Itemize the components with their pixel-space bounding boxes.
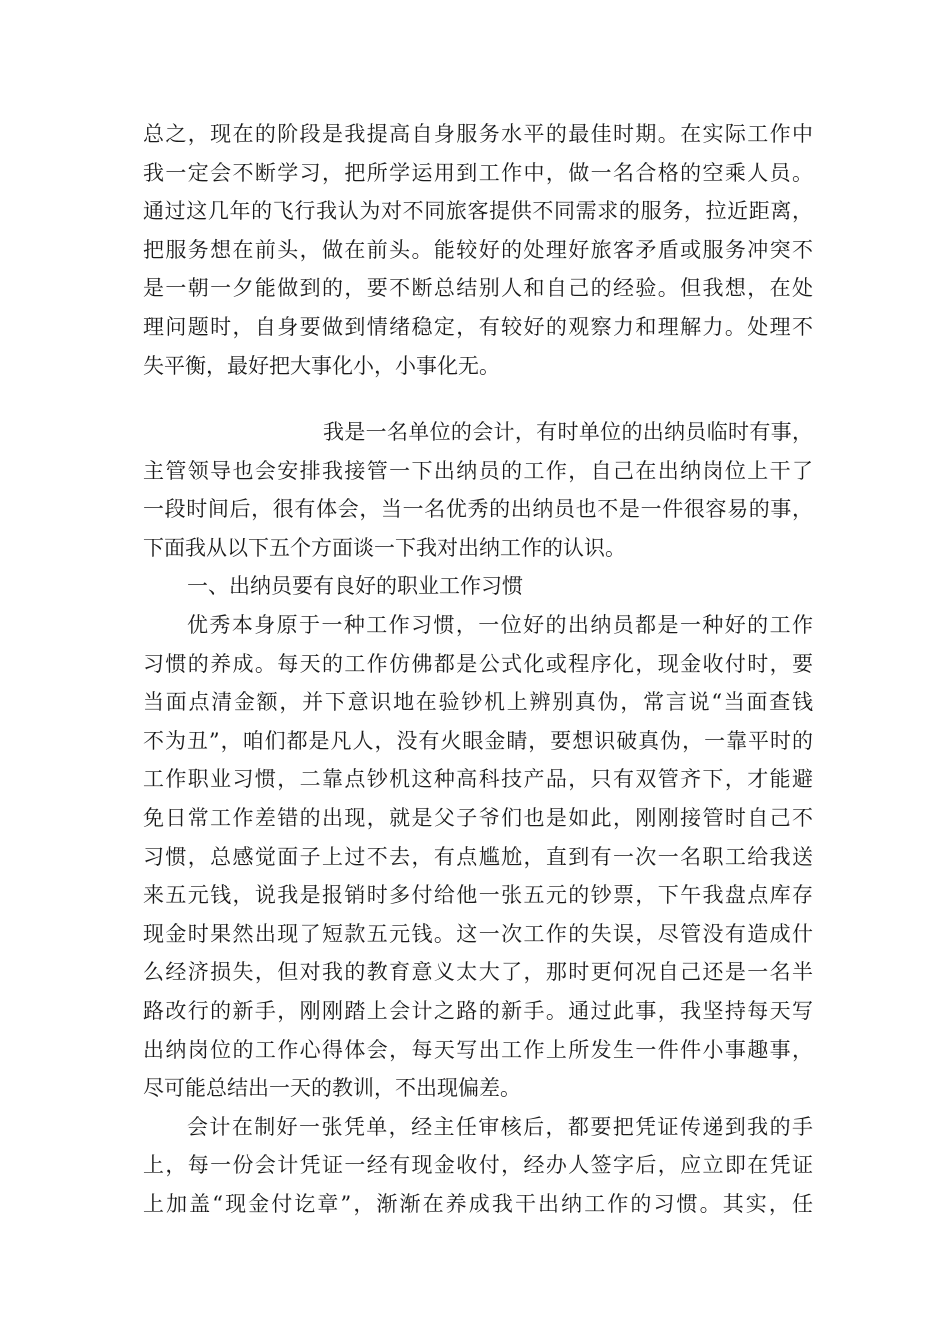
text-line: 尽可能总结出一天的教训，不出现偏差。 bbox=[143, 1076, 521, 1101]
text-line: 我是一名单位的会计，有时单位的出纳员临时有事， bbox=[323, 420, 813, 444]
text-line: 优秀本身原于一种工作习惯，一位好的出纳员都是一种好的工作 bbox=[187, 612, 813, 637]
text-line: 出纳岗位的工作心得体会，每天写出工作上所发生一件件小事趣事， bbox=[143, 1037, 813, 1062]
text-line: 主管领导也会安排我接管一下出纳员的工作，自己在出纳岗位上干了 bbox=[143, 458, 813, 483]
text-line: 免日常工作差错的出现，就是父子爷们也是如此，刚刚接管时自己不 bbox=[143, 805, 813, 830]
paragraph-summary bbox=[143, 115, 813, 385]
text-line: 么经济损失，但对我的教育意义太大了，那时更何况自己还是一名半 bbox=[143, 960, 813, 985]
text-line: 工作职业习惯，二靠点钞机这种高科技产品，只有双管齐下，才能避 bbox=[143, 767, 813, 792]
text-line: 我一定会不断学习，把所学运用到工作中，做一名合格的空乘人员。 bbox=[143, 160, 813, 185]
text-line: 上，每一份会计凭证一经有现金收付，经办人签字后，应立即在凭证 bbox=[143, 1153, 813, 1178]
essay-body bbox=[143, 413, 813, 1223]
text-line: 通过这几年的飞行我认为对不同旅客提供不同需求的服务，拉近距离， bbox=[143, 199, 813, 224]
text-line: 总之，现在的阶段是我提高自身服务水平的最佳时期。在实际工作中 bbox=[143, 122, 813, 146]
text-line: 现金时果然出现了短款五元钱。这一次工作的失误，尽管没有造成什 bbox=[143, 921, 813, 946]
text-line: 来五元钱，说我是报销时多付给他一张五元的钞票，下午我盘点库存 bbox=[143, 883, 813, 908]
text-line: 失平衡，最好把大事化小，小事化无。 bbox=[143, 353, 500, 378]
text-line: 理问题时，自身要做到情绪稳定，有较好的观察力和理解力。处理不 bbox=[143, 314, 813, 339]
section-heading: 一、出纳员要有良好的职业工作习惯 bbox=[187, 574, 523, 599]
text-line: 路改行的新手，刚刚踏上会计之路的新手。通过此事，我坚持每天写 bbox=[143, 998, 813, 1023]
text-line: 一段时间后，很有体会，当一名优秀的出纳员也不是一件很容易的事， bbox=[143, 497, 813, 522]
text-line: 会计在制好一张凭单，经主任审核后，都要把凭证传递到我的手 bbox=[187, 1114, 813, 1139]
text-line: 不为丑”，咱们都是凡人，没有火眼金睛，要想识破真伪，一靠平时的 bbox=[143, 728, 813, 753]
text-line: 把服务想在前头，做在前头。能较好的处理好旅客矛盾或服务冲突不 bbox=[143, 237, 813, 262]
text-line: 是一朝一夕能做到的，要不断总结别人和自己的经验。但我想，在处 bbox=[143, 276, 813, 301]
text-line: 习惯，总感觉面子上过不去，有点尴尬，直到有一次一名职工给我送 bbox=[143, 844, 813, 869]
text-line: 当面点清金额，并下意识地在验钞机上辨别真伪，常言说“当面查钱 bbox=[143, 690, 813, 715]
text-line: 下面我从以下五个方面谈一下我对出纳工作的认识。 bbox=[143, 535, 626, 560]
text-line: 习惯的养成。每天的工作仿佛都是公式化或程序化，现金收付时，要 bbox=[143, 651, 813, 676]
text-line: 上加盖“现金付讫章”，渐渐在养成我干出纳工作的习惯。其实，任 bbox=[143, 1191, 813, 1216]
